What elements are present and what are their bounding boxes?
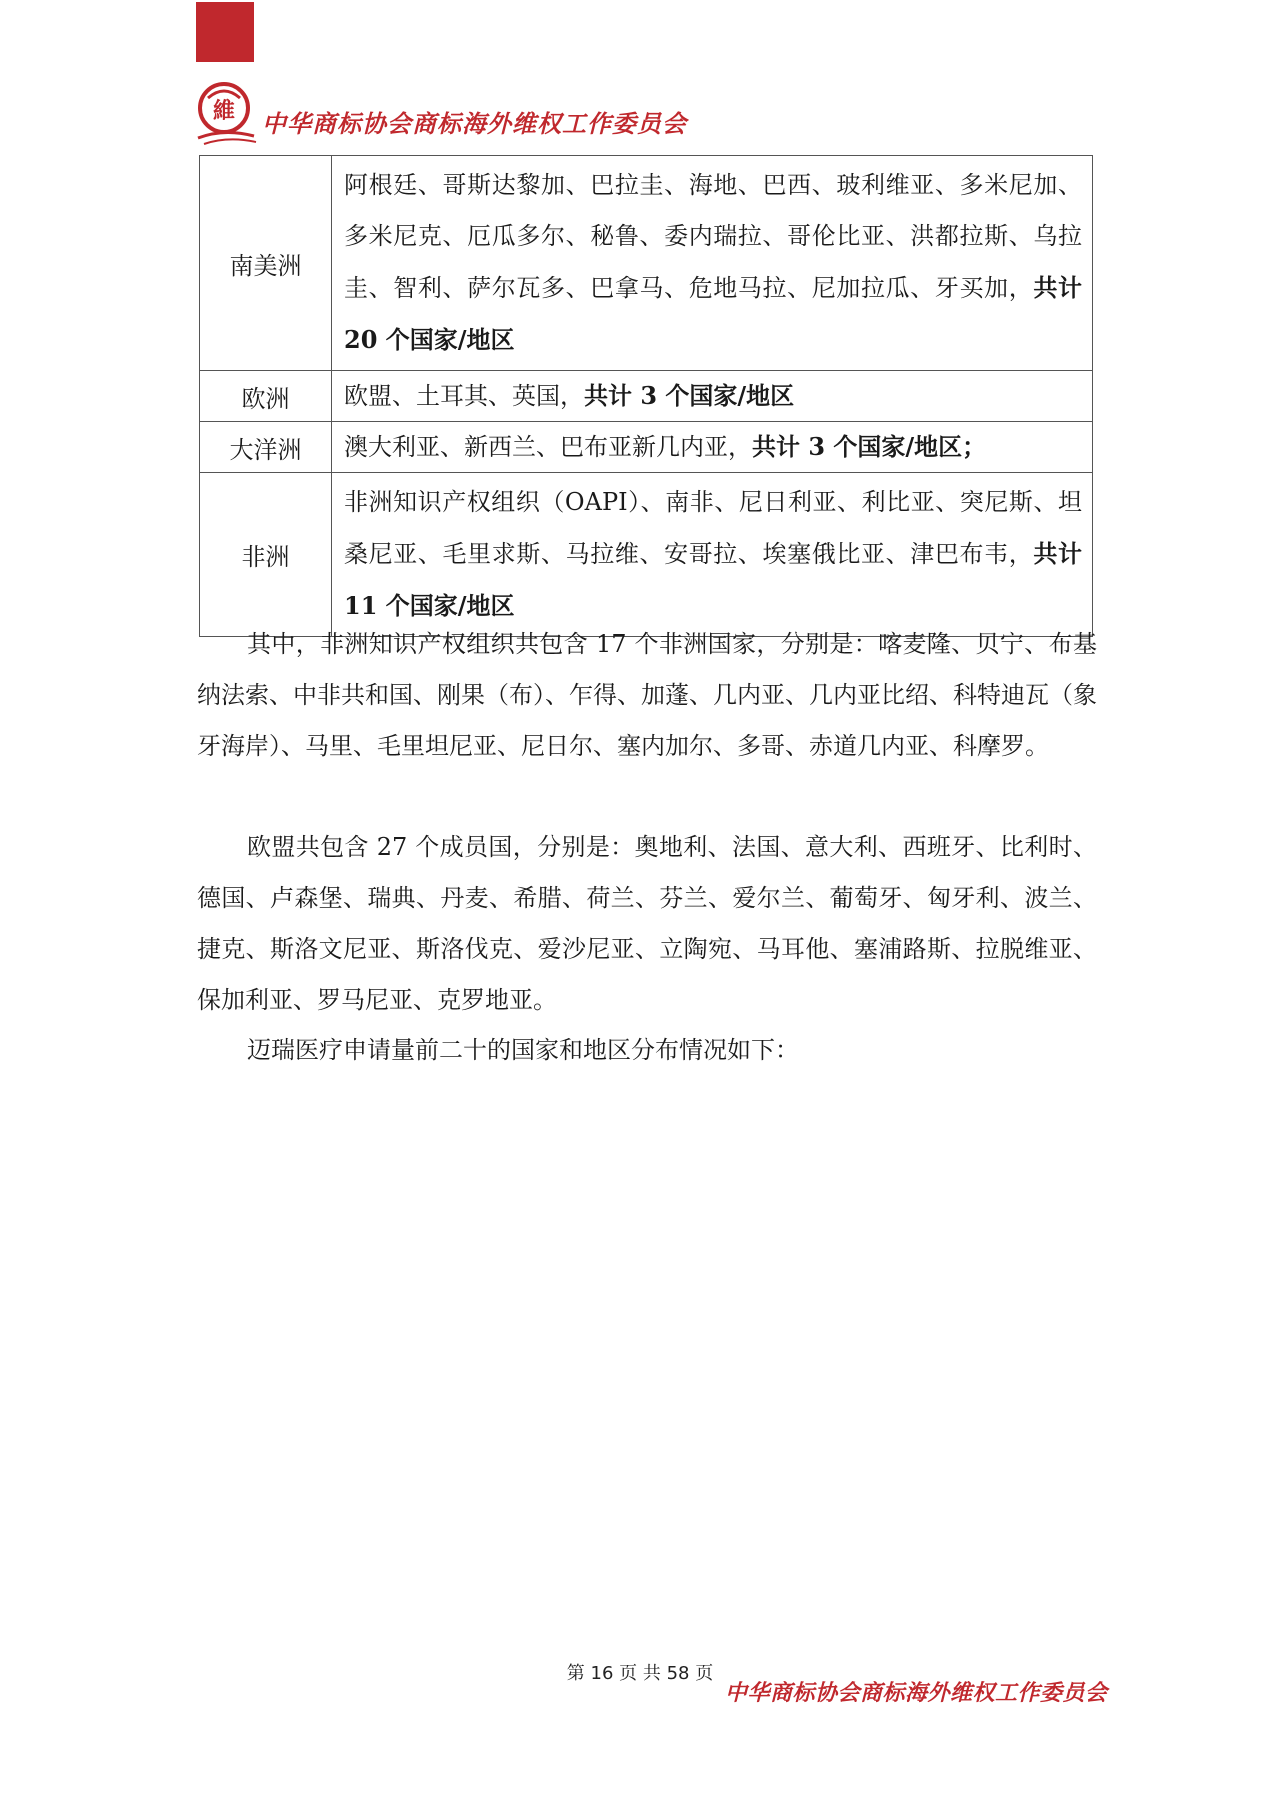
table-row [200,422,1093,473]
region-countries [332,371,1093,422]
country-list: 澳大利亚、新西兰、巴布亚新几内亚， [344,433,752,461]
country-list: 非洲知识产权组织（OAPI）、南非、尼日利亚、利比亚、突尼斯、坦桑尼亚、毛里求斯、马拉维、安哥拉、埃塞俄比亚、津巴布韦， [344,488,1082,568]
page-number: 第 16 页 共 58 页 [566,1663,714,1684]
region-name: 大洋洲 [200,422,332,473]
footer-org-name: 中华商标协会商标海外维权工作委员会 [725,1680,1108,1706]
region-countries [332,156,1093,371]
country-total: 共计 3 个国家/地区； [752,432,987,461]
country-total: 共计 3 个国家/地区 [584,381,795,410]
header-org-name: 中华商标协会商标海外维权工作委员会 [262,109,687,138]
region-countries [332,473,1093,637]
paragraph-eu-members: 欧盟共包含 27 个成员国，分别是：奥地利、法国、意大利、西班牙、比利时、德国、卢森堡、瑞典、丹麦、希腊、荷兰、芬兰、爱尔兰、葡萄牙、匈牙利、波兰、捷克、斯洛文尼亚、斯洛伐克、爱沙尼亚、立陶宛、马耳他、塞浦路斯、拉脱维亚、保加利亚、罗马尼亚、克罗地亚。 [197,833,1097,1014]
country-total: 共计 20 个国家/地区 [344,273,1083,354]
paragraph-oapi-members: 其中，非洲知识产权组织共包含 17 个非洲国家，分别是：喀麦隆、贝宁、布基纳法索、中非共和国、刚果（布）、乍得、加蓬、几内亚、几内亚比绍、科特迪瓦（象牙海岸）、马里、毛里坦尼亚、尼日尔、塞内加尔、多哥、赤道几内亚、科摩罗。 [197,630,1097,760]
region-countries [332,422,1093,473]
paragraph-top20-intro: 迈瑞医疗申请量前二十的国家和地区分布情况如下： [247,1036,799,1064]
header-red-block [196,2,254,62]
svg-text:維: 維 [212,98,236,124]
association-logo-icon [194,78,258,150]
table-row [200,371,1093,422]
region-name: 非洲 [200,473,332,637]
country-list: 欧盟、土耳其、英国， [344,382,584,410]
table-row [200,473,1093,637]
table-row [200,156,1093,371]
region-name: 欧洲 [200,371,332,422]
country-total: 共计 11 个国家/地区 [344,539,1083,620]
region-name: 南美洲 [200,156,332,371]
regions-table [199,155,1093,637]
country-list: 阿根廷、哥斯达黎加、巴拉圭、海地、巴西、玻利维亚、多米尼加、多米尼克、厄瓜多尔、秘鲁、委内瑞拉、哥伦比亚、洪都拉斯、乌拉圭、智利、萨尔瓦多、巴拿马、危地马拉、尼加拉瓜、牙买加， [344,171,1082,302]
